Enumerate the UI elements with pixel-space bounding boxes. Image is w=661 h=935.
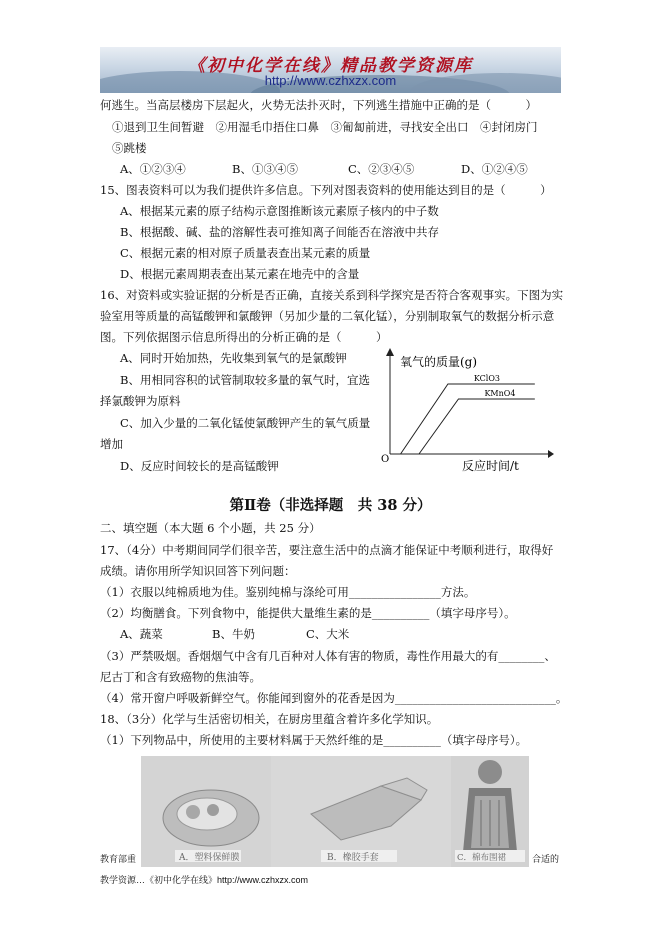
series-line-kmno4 xyxy=(419,399,535,454)
origin-label: O xyxy=(381,454,390,465)
q17-part1: （1）衣服以纯棉质地为佳。鉴别纯棉与涤纶可用________________方法。 xyxy=(100,585,476,599)
q16-option-d: D、反应时间较长的是高锰酸钾 xyxy=(120,459,279,473)
photo-b-caption: B．橡胶手套 xyxy=(327,853,379,863)
q14-items: ①退到卫生间暂避 ②用湿毛巾捂住口鼻 ③匍匐前进，寻找安全出口 ④封闭房门 xyxy=(112,120,538,134)
q17-part4: （4）常开窗户呼吸新鲜空气。你能闻到窗外的花香是因为____________________________。 xyxy=(100,691,568,705)
q15-option-c: C、根据元素的相对原子质量表查出某元素的质量 xyxy=(120,246,371,260)
photo-c-caption: C．棉布围裙 xyxy=(457,853,507,863)
cotton-apron-photo xyxy=(451,756,529,867)
q14-option-c: C、②③④⑤ xyxy=(348,162,415,176)
q16-option-b-line2: 择氯酸钾为原料 xyxy=(100,394,181,408)
x-axis-label: 反应时间/t xyxy=(462,459,519,473)
photo-a-caption: A．塑料保鲜膜 xyxy=(179,853,240,863)
q17-part2: （2）均衡膳食。下列食物中，能提供大量维生素的是__________（填字母序号）。 xyxy=(100,606,516,620)
q17-part3-line2: 尼古丁和含有致癌物的焦油等。 xyxy=(100,670,261,684)
q17-part3-line1: （3）严禁吸烟。香烟烟气中含有几百种对人体有害的物质，毒性作用最大的有________、 xyxy=(100,649,556,663)
footer-source-line: 教学资源…《初中化学在线》http://www.czhxzx.com xyxy=(100,875,309,885)
q15-option-b: B、根据酸、碱、盐的溶解性表可推知离子间能否在溶液中共存 xyxy=(120,225,439,239)
q14-option-d: D、①②④⑤ xyxy=(461,162,528,176)
q14-option-b: B、①③④⑤ xyxy=(232,162,298,176)
q15-option-d: D、根据元素周期表查出某元素在地壳中的含量 xyxy=(120,267,360,281)
q17-stem-line2: 成绩。请你用所学知识回答下列问题： xyxy=(100,564,296,578)
rubber-glove-photo xyxy=(271,756,451,867)
q16-option-b-line1: B、用相同容积的试管制取较多量的氧气时，宜选 xyxy=(120,373,370,387)
q16-option-c-line2: 增加 xyxy=(100,437,123,451)
q16-option-a: A、同时开始加热，先收集到氧气的是氯酸钾 xyxy=(120,351,347,365)
x-axis-arrow xyxy=(548,450,554,458)
q14-option-a: A、①②③④ xyxy=(120,162,186,176)
series-label-kmno4: KMnO4 xyxy=(484,389,516,398)
q16-option-c-line1: C、加入少量的二氧化锰使氯酸钾产生的氧气质量 xyxy=(120,416,371,430)
q17-part2-option-a: A、蔬菜 xyxy=(120,627,163,641)
footer-left-fragment: 教育部重 xyxy=(100,854,137,864)
banner-title: 《初中化学在线》精品教学资源库 xyxy=(188,56,473,76)
y-axis-arrow xyxy=(386,348,394,356)
q15-stem: 15、图表资料可以为我们提供许多信息。下列对图表资料的使用能达到目的是（ ） xyxy=(100,183,552,197)
q16-stem-line2: 验室用等质量的高锰酸钾和氯酸钾（另加少量的二氧化锰），分别制取氧气的数据分析示意 xyxy=(100,309,555,323)
material-photos xyxy=(141,756,529,867)
q17-part2-option-b: B、牛奶 xyxy=(212,627,255,641)
footer-right-fragment: 合适的 xyxy=(532,854,560,864)
series-label-kclo3: KClO3 xyxy=(473,374,501,383)
fill-blank-heading: 二、填空题（本大题 6 个小题，共 25 分） xyxy=(100,521,321,535)
header-banner xyxy=(100,47,561,93)
q18-part1: （1）下列物品中，所使用的主要材料属于天然纤维的是__________（填字母序号）。 xyxy=(100,733,528,747)
q17-stem-line1: 17、（4分）中考期间同学们很辛苦，要注意生活中的点滴才能保证中考顺利进行，取得好 xyxy=(100,543,554,557)
oxygen-mass-chart xyxy=(378,340,556,474)
y-axis-label: 氧气的质量(g) xyxy=(400,355,478,369)
q17-part2-option-c: C、大米 xyxy=(306,627,350,641)
q14-text: 何逃生。当高层楼房下层起火，火势无法扑灭时，下列逃生措施中正确的是（ ） xyxy=(100,98,537,112)
q15-option-a: A、根据某元素的原子结构示意图推断该元素原子核内的中子数 xyxy=(120,204,439,218)
q16-stem-line3: 图。下列依据图示信息所得出的分析正确的是（ ） xyxy=(100,330,388,344)
banner-url[interactable]: http://www.czhxzx.com xyxy=(264,73,397,88)
plastic-wrap-photo xyxy=(141,756,271,867)
section-title: 第Ⅱ卷（非选择题 共 38 分） xyxy=(229,497,432,514)
q18-stem: 18、（3分）化学与生活密切相关，在厨房里蕴含着许多化学知识。 xyxy=(100,712,439,726)
q14-item5: ⑤跳楼 xyxy=(112,141,147,155)
q16-stem-line1: 16、对资料或实验证据的分析是否正确，直接关系到科学探究是否符合客观事实。下图为实 xyxy=(100,288,564,302)
